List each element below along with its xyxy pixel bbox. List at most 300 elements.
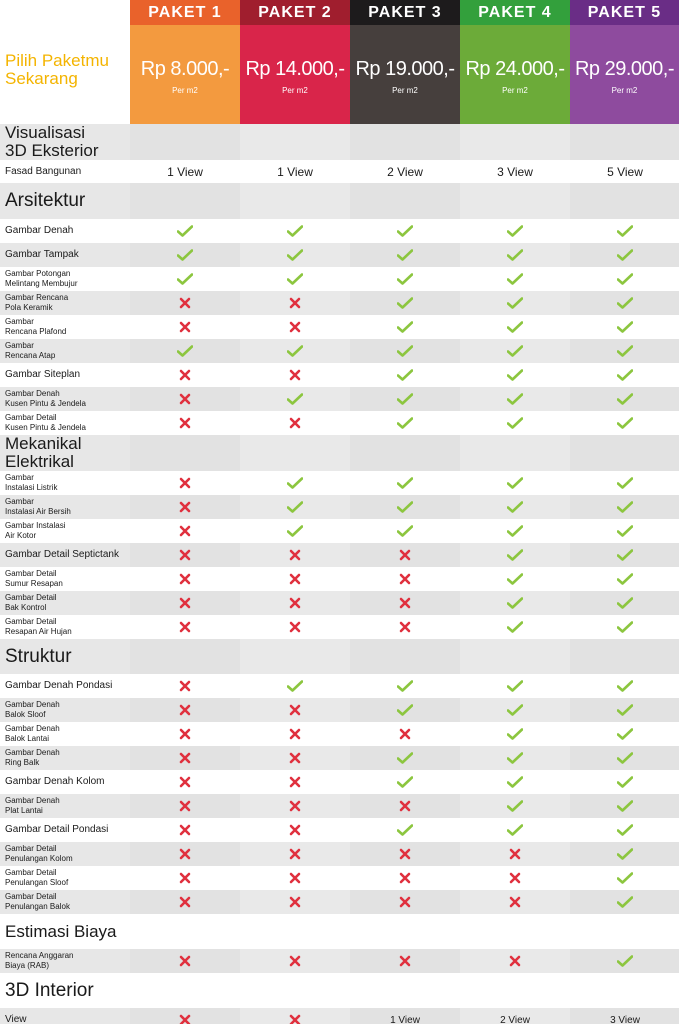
check-icon	[397, 273, 413, 285]
feature-label: Gambar Detail Pondasi	[5, 824, 109, 835]
package-4-cell	[460, 267, 570, 291]
feature-row	[0, 1008, 679, 1024]
package-5-cell	[570, 794, 679, 818]
package-4-cell	[460, 160, 570, 183]
package-5-cell	[570, 722, 679, 746]
package-2-cell	[240, 339, 350, 363]
feature-label: Gambar Denah Balok Sloof	[5, 700, 60, 719]
package-1-cell	[130, 519, 240, 543]
cross-icon	[179, 955, 191, 967]
package-2-cell	[240, 1008, 350, 1024]
check-icon	[617, 273, 633, 285]
package-5-cell	[570, 519, 679, 543]
cross-icon	[179, 369, 191, 381]
package-5-cell	[570, 591, 679, 615]
feature-row	[0, 866, 679, 890]
package-2-cell	[240, 291, 350, 315]
check-icon	[617, 249, 633, 261]
package-3-cell	[350, 519, 460, 543]
cell-background	[130, 124, 240, 160]
package-5-cell	[570, 746, 679, 770]
check-icon	[397, 501, 413, 513]
cell-background	[460, 639, 570, 674]
package-5-cell	[570, 674, 679, 698]
cross-icon	[289, 297, 301, 309]
package-3-cell	[350, 674, 460, 698]
package-4-cell	[460, 387, 570, 411]
cross-icon	[289, 1014, 301, 1024]
check-icon	[287, 525, 303, 537]
package-name: PAKET 1	[130, 0, 240, 25]
feature-label-cell	[5, 567, 130, 591]
package-2-cell	[240, 949, 350, 973]
cross-icon	[179, 776, 191, 788]
check-icon	[397, 417, 413, 429]
check-icon	[617, 345, 633, 357]
feature-label: Gambar Rencana Pola Keramik	[5, 293, 69, 312]
check-icon	[507, 345, 523, 357]
cross-icon	[289, 597, 301, 609]
cross-icon	[179, 597, 191, 609]
cell-background	[570, 914, 679, 949]
feature-label: Struktur	[5, 645, 72, 667]
package-1-cell	[130, 315, 240, 339]
package-5-cell	[570, 698, 679, 722]
package-5-cell	[570, 770, 679, 794]
feature-label-cell	[5, 124, 130, 160]
package-1-cell	[130, 1008, 240, 1024]
check-icon	[507, 597, 523, 609]
cross-icon	[289, 955, 301, 967]
package-4-cell	[460, 591, 570, 615]
cell-background	[130, 183, 240, 219]
package-1-cell	[130, 890, 240, 914]
feature-label-cell	[5, 914, 130, 949]
view-count: 3 View	[497, 164, 533, 179]
feature-label: Gambar Detail Penulangan Sloof	[5, 868, 69, 887]
feature-row	[0, 471, 679, 495]
package-4-cell	[460, 674, 570, 698]
feature-row	[0, 914, 679, 949]
package-3-cell	[350, 411, 460, 435]
package-5-cell	[570, 339, 679, 363]
view-count: 3 View	[610, 1014, 640, 1024]
package-1-cell	[130, 722, 240, 746]
package-3-cell	[350, 949, 460, 973]
package-3-cell	[350, 1008, 460, 1024]
check-icon	[507, 501, 523, 513]
feature-label: Gambar Detail Sumur Resapan	[5, 569, 63, 588]
cross-icon	[399, 872, 411, 884]
cross-icon	[179, 477, 191, 489]
check-icon	[617, 955, 633, 967]
feature-label: Visualisasi 3D Eksterior	[5, 123, 99, 160]
feature-row	[0, 770, 679, 794]
feature-row	[0, 411, 679, 435]
package-4-cell	[460, 567, 570, 591]
cell-background	[460, 183, 570, 219]
feature-row	[0, 435, 679, 471]
feature-row	[0, 722, 679, 746]
cross-icon	[509, 848, 521, 860]
feature-row	[0, 698, 679, 722]
feature-row	[0, 339, 679, 363]
feature-label-cell	[5, 794, 130, 818]
feature-row	[0, 818, 679, 842]
check-icon	[507, 621, 523, 633]
package-1-cell	[130, 495, 240, 519]
cell-background	[570, 435, 679, 471]
check-icon	[617, 393, 633, 405]
package-3-column-header	[350, 0, 460, 124]
feature-label-cell	[5, 770, 130, 794]
feature-label-cell	[5, 866, 130, 890]
package-2-cell	[240, 746, 350, 770]
check-icon	[617, 549, 633, 561]
feature-label: Gambar Detail Kusen Pintu & Jendela	[5, 413, 86, 432]
package-5-cell	[570, 160, 679, 183]
cell-background	[460, 914, 570, 949]
package-1-cell	[130, 674, 240, 698]
check-icon	[617, 800, 633, 812]
package-price: Rp 19.000,-	[355, 58, 455, 80]
cross-icon	[399, 621, 411, 633]
feature-row	[0, 291, 679, 315]
package-1-cell	[130, 746, 240, 770]
check-icon	[177, 249, 193, 261]
package-3-cell	[350, 890, 460, 914]
feature-label: Gambar Detail Septictank	[5, 549, 119, 560]
package-3-cell	[350, 291, 460, 315]
package-5-cell	[570, 1008, 679, 1024]
cell-background	[570, 639, 679, 674]
package-3-cell	[350, 722, 460, 746]
package-4-cell	[460, 842, 570, 866]
cross-icon	[289, 621, 301, 633]
cross-icon	[399, 728, 411, 740]
check-icon	[397, 824, 413, 836]
package-price-unit: Per m2	[502, 86, 528, 95]
package-2-cell	[240, 411, 350, 435]
package-3-cell	[350, 698, 460, 722]
feature-label: Fasad Bangunan	[5, 165, 82, 177]
feature-row	[0, 519, 679, 543]
feature-label-cell	[5, 183, 130, 219]
check-icon	[507, 225, 523, 237]
feature-label: Gambar Rencana Atap	[5, 341, 56, 360]
cross-icon	[509, 896, 521, 908]
check-icon	[287, 680, 303, 692]
check-icon	[287, 225, 303, 237]
cross-icon	[179, 501, 191, 513]
package-4-cell	[460, 890, 570, 914]
package-1-cell	[130, 794, 240, 818]
package-1-cell	[130, 471, 240, 495]
check-icon	[507, 573, 523, 585]
check-icon	[507, 273, 523, 285]
check-icon	[507, 417, 523, 429]
package-4-cell	[460, 794, 570, 818]
cross-icon	[179, 393, 191, 405]
check-icon	[617, 872, 633, 884]
package-1-cell	[130, 615, 240, 639]
cross-icon	[179, 824, 191, 836]
feature-label: Gambar Detail Penulangan Balok	[5, 892, 70, 911]
check-icon	[397, 369, 413, 381]
feature-label-cell	[5, 973, 130, 1008]
check-icon	[617, 776, 633, 788]
package-2-cell	[240, 722, 350, 746]
package-5-cell	[570, 818, 679, 842]
cross-icon	[179, 704, 191, 716]
feature-label: Gambar Denah Plat Lantai	[5, 796, 60, 815]
feature-label-cell	[5, 315, 130, 339]
package-5-cell	[570, 291, 679, 315]
check-icon	[617, 225, 633, 237]
cell-background	[350, 973, 460, 1008]
feature-label: Gambar Potongan Melintang Membujur	[5, 269, 78, 288]
check-icon	[507, 525, 523, 537]
feature-label: Mekanikal Elektrikal	[5, 434, 82, 471]
check-icon	[397, 525, 413, 537]
feature-row	[0, 674, 679, 698]
package-1-column-header	[130, 0, 240, 124]
cross-icon	[289, 549, 301, 561]
cross-icon	[179, 621, 191, 633]
package-5-cell	[570, 890, 679, 914]
package-3-cell	[350, 543, 460, 567]
check-icon	[287, 393, 303, 405]
cell-background	[570, 124, 679, 160]
check-icon	[177, 225, 193, 237]
package-2-cell	[240, 495, 350, 519]
feature-row	[0, 267, 679, 291]
cross-icon	[289, 573, 301, 585]
cross-icon	[179, 872, 191, 884]
cross-icon	[179, 752, 191, 764]
feature-row	[0, 615, 679, 639]
package-5-column-header	[570, 0, 679, 124]
feature-label-cell	[5, 746, 130, 770]
feature-label-cell	[5, 363, 130, 387]
package-name: PAKET 4	[460, 0, 570, 25]
package-4-cell	[460, 495, 570, 519]
cell-background	[460, 124, 570, 160]
cross-icon	[399, 549, 411, 561]
feature-label-cell	[5, 519, 130, 543]
feature-label: Estimasi Biaya	[5, 921, 117, 941]
feature-label-cell	[5, 435, 130, 471]
package-1-cell	[130, 291, 240, 315]
package-price: Rp 24.000,-	[465, 58, 565, 80]
package-price: Rp 14.000,-	[245, 58, 345, 80]
feature-label: Arsitektur	[5, 190, 86, 211]
package-5-cell	[570, 267, 679, 291]
cell-background	[350, 435, 460, 471]
package-3-cell	[350, 495, 460, 519]
check-icon	[177, 345, 193, 357]
package-2-cell	[240, 698, 350, 722]
feature-row	[0, 315, 679, 339]
package-3-cell	[350, 794, 460, 818]
cross-icon	[289, 417, 301, 429]
package-price: Rp 29.000,-	[574, 58, 674, 80]
cell-background	[130, 914, 240, 949]
package-2-cell	[240, 591, 350, 615]
package-2-cell	[240, 818, 350, 842]
package-2-cell	[240, 866, 350, 890]
feature-label-cell	[5, 674, 130, 698]
package-5-cell	[570, 949, 679, 973]
check-icon	[507, 704, 523, 716]
check-icon	[507, 680, 523, 692]
check-icon	[397, 752, 413, 764]
feature-row	[0, 890, 679, 914]
cross-icon	[289, 896, 301, 908]
package-name: PAKET 5	[570, 0, 679, 25]
feature-label-cell	[5, 818, 130, 842]
feature-row	[0, 183, 679, 219]
package-2-cell	[240, 674, 350, 698]
check-icon	[507, 752, 523, 764]
package-4-cell	[460, 615, 570, 639]
check-icon	[397, 704, 413, 716]
feature-label: Gambar Instalasi Air Bersih	[5, 497, 71, 516]
feature-row	[0, 243, 679, 267]
check-icon	[617, 501, 633, 513]
cell-background	[460, 435, 570, 471]
package-price-unit: Per m2	[392, 86, 418, 95]
tagline-cell	[0, 0, 130, 124]
check-icon	[397, 249, 413, 261]
view-count: 5 View	[607, 164, 643, 179]
package-5-cell	[570, 315, 679, 339]
feature-row	[0, 746, 679, 770]
view-count: 1 View	[277, 164, 313, 179]
package-5-cell	[570, 363, 679, 387]
feature-label-cell	[5, 339, 130, 363]
package-4-cell	[460, 243, 570, 267]
check-icon	[287, 501, 303, 513]
cross-icon	[289, 800, 301, 812]
cross-icon	[289, 369, 301, 381]
feature-label-cell	[5, 267, 130, 291]
feature-label-cell	[5, 160, 130, 183]
feature-label: Gambar Tampak	[5, 249, 79, 260]
package-4-cell	[460, 315, 570, 339]
package-2-cell	[240, 567, 350, 591]
feature-label: Gambar Detail Penulangan Kolom	[5, 844, 73, 863]
feature-label-cell	[5, 1008, 130, 1024]
cross-icon	[399, 896, 411, 908]
package-2-cell	[240, 543, 350, 567]
package-2-column-header	[240, 0, 350, 124]
cell-background	[240, 183, 350, 219]
check-icon	[397, 477, 413, 489]
package-name: PAKET 3	[350, 0, 460, 25]
feature-row	[0, 842, 679, 866]
package-3-cell	[350, 746, 460, 770]
package-5-cell	[570, 842, 679, 866]
cell-background	[240, 639, 350, 674]
cross-icon	[289, 752, 301, 764]
package-1-cell	[130, 267, 240, 291]
cell-background	[460, 973, 570, 1008]
package-3-cell	[350, 363, 460, 387]
package-1-cell	[130, 243, 240, 267]
package-1-cell	[130, 842, 240, 866]
package-2-cell	[240, 219, 350, 243]
package-4-cell	[460, 949, 570, 973]
package-1-cell	[130, 698, 240, 722]
package-1-cell	[130, 949, 240, 973]
package-1-cell	[130, 866, 240, 890]
cross-icon	[179, 573, 191, 585]
cross-icon	[399, 573, 411, 585]
cross-icon	[289, 872, 301, 884]
package-4-cell	[460, 1008, 570, 1024]
package-2-cell	[240, 842, 350, 866]
feature-row	[0, 387, 679, 411]
package-4-cell	[460, 698, 570, 722]
package-3-cell	[350, 591, 460, 615]
check-icon	[617, 680, 633, 692]
feature-label-cell	[5, 639, 130, 674]
check-icon	[617, 728, 633, 740]
feature-row	[0, 219, 679, 243]
cell-background	[240, 124, 350, 160]
cross-icon	[179, 549, 191, 561]
package-3-cell	[350, 471, 460, 495]
package-price-unit: Per m2	[282, 86, 308, 95]
feature-row	[0, 639, 679, 674]
feature-label-cell	[5, 471, 130, 495]
package-3-cell	[350, 818, 460, 842]
package-price-unit: Per m2	[172, 86, 198, 95]
check-icon	[617, 417, 633, 429]
package-price: Rp 8.000,-	[140, 58, 230, 80]
cell-background	[350, 183, 460, 219]
cell-background	[240, 973, 350, 1008]
package-1-cell	[130, 363, 240, 387]
feature-row	[0, 591, 679, 615]
check-icon	[397, 393, 413, 405]
package-3-cell	[350, 315, 460, 339]
check-icon	[617, 896, 633, 908]
package-3-cell	[350, 387, 460, 411]
package-3-cell	[350, 567, 460, 591]
check-icon	[507, 297, 523, 309]
cross-icon	[399, 848, 411, 860]
cell-background	[130, 435, 240, 471]
package-1-cell	[130, 567, 240, 591]
package-4-cell	[460, 543, 570, 567]
view-count: 1 View	[390, 1014, 420, 1024]
check-icon	[507, 776, 523, 788]
package-4-cell	[460, 519, 570, 543]
package-4-cell	[460, 722, 570, 746]
check-icon	[397, 321, 413, 333]
cross-icon	[289, 848, 301, 860]
package-2-cell	[240, 243, 350, 267]
cross-icon	[289, 728, 301, 740]
feature-label-cell	[5, 219, 130, 243]
package-5-cell	[570, 219, 679, 243]
cell-background	[130, 973, 240, 1008]
feature-label: Gambar Denah Ring Balk	[5, 748, 60, 767]
feature-row	[0, 973, 679, 1008]
feature-label: Gambar Denah Balok Lantai	[5, 724, 60, 743]
